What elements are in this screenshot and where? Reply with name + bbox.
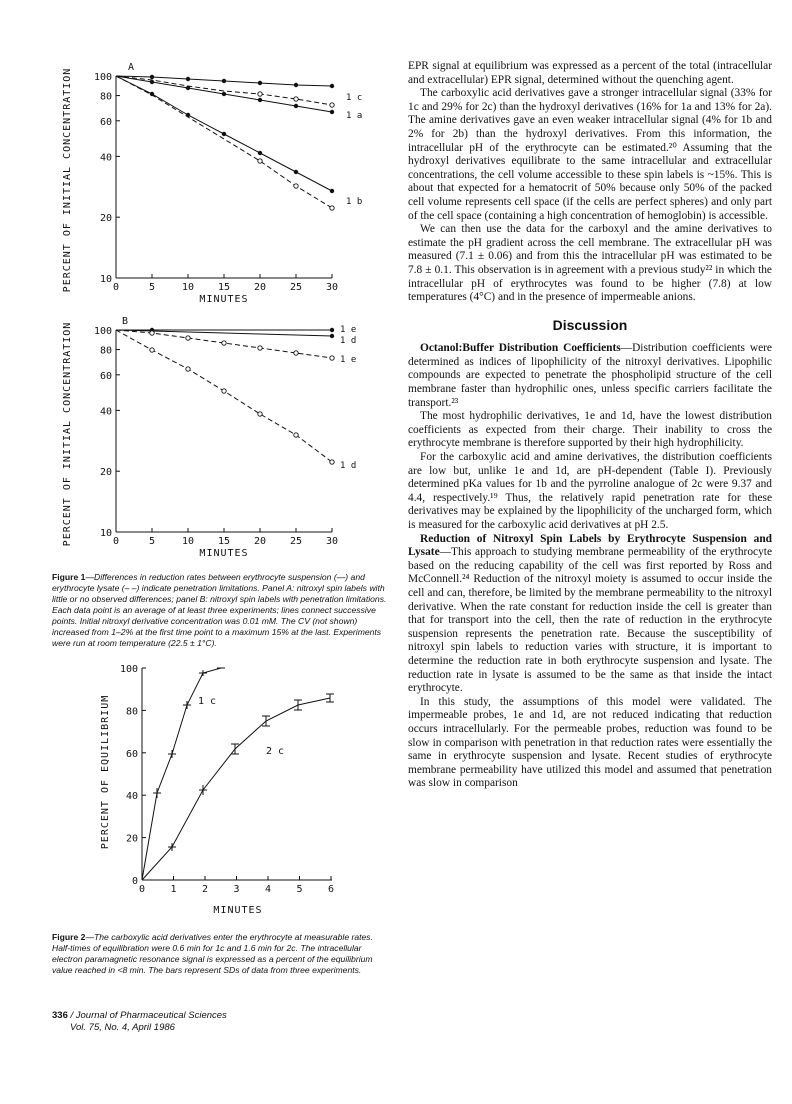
panel-b-xtick-label: 5 <box>148 536 156 547</box>
panel-a-xtick-label: 20 <box>253 282 267 293</box>
panel-b-xtick-label: 10 <box>181 536 195 547</box>
figure2-ytick-label: 100 <box>119 664 138 675</box>
paragraph-7 <box>408 533 772 696</box>
panel-a-ytick-label: 60 <box>99 116 112 128</box>
page-number: 336 <box>52 1010 68 1021</box>
paragraph-6: For the carboxylic acid and amine derivatives, the distribution coefficients are low but, unlike 1e and 1d, are pH-dependent (Table I). Previously determined pKa values for 1b and the pyrroline analogue of 2c were 9.37 and 4.4, respectively.¹⁹ Thus, the relatively rapid penetration rate for these derivatives may be explained by the lipophilicity of the uncharged form, which is measured for the carboxylic acid derivatives at pH 2.5. <box>408 451 772 531</box>
paragraph-1: EPR signal at equilibrium was expressed as a percent of the total (intracellular and extracellular) EPR signal, determined without the quenching agent. <box>408 60 772 86</box>
panel-b-ytick-label: 60 <box>99 370 112 382</box>
panel-a-xtick-label: 0 <box>112 282 120 293</box>
paragraph-4 <box>408 342 772 410</box>
figure1-caption-label: Figure 1 <box>52 572 86 582</box>
journal-name: / Journal of Pharmaceutical Sciences <box>67 1010 227 1021</box>
panel-a-xtick-label: 10 <box>181 282 195 293</box>
panel-b-label-1d-top: 1 d <box>340 336 357 346</box>
figure2-ytick-label: 20 <box>125 833 138 845</box>
figure2-ylabel: PERCENT OF EQUILIBRIUM <box>100 694 111 850</box>
panel-a-label-1b: 1 b <box>346 197 363 207</box>
figure2-chart <box>90 660 380 920</box>
figure2-xtick-label: 0 <box>138 884 146 895</box>
panel-b-curve-1d-lysate <box>116 330 332 462</box>
paragraph-4-body: —Distribution coefficients were determined as indices of lipophilicity of the nitroxyl derivatives. Lipophilic compounds are expected to penetrate the phospholipid structure of the cell membrane faster than hydrophilic ones, unless specific carriers facilitate the transport.²³ <box>408 342 772 409</box>
paragraph-2: The carboxylic acid derivatives gave a stronger intracellular signal (33% for 1c and 29% for 2c) than the hydroxyl derivatives (16% for 1a and 13% for 2a). The amine derivatives gave an even weaker intracellular signal (4% for 1b and 2% for 2b) than the hydroxyl derivatives. From this information, the intracellular pH of the erythrocyte can be estimated.²⁰ Assuming that the hydroxyl derivatives equilibrate to the same intracellular and extracellular concentrations, the cell volume accessible to these spin labels is ~15%. This is about that expected for a hematocrit of 50% because only 50% of the packed cell volume represents cell space (if the cells are perfect spheres) and only part of the cell space (containing a high concentration of hemoglobin) is accessible. <box>408 87 772 222</box>
run-in-heading-distribution: Octanol:Buffer Distribution Coefficients <box>420 342 621 355</box>
figure2-caption <box>52 932 387 976</box>
figure2-xtick-label: 3 <box>233 884 240 895</box>
panel-b-xlabel: MINUTES <box>199 548 249 559</box>
figure1-panel-a <box>50 58 390 308</box>
panel-b-xtick-label: 30 <box>325 536 339 547</box>
figure2-ytick-label: 40 <box>125 791 138 803</box>
figure2-xtick-label: 1 <box>170 884 177 895</box>
panel-a-label-1c: 1 c <box>346 93 363 103</box>
panel-a-ytick-label: 80 <box>99 91 112 103</box>
paragraph-7-body: —This approach to studying membrane permeability of the erythrocyte based on the reducing capability of the cell was first reported by Ross and McConnell.²⁴ Reduction of the nitroxyl moiety is assumed to occur inside the cell and can, therefore, be limited by the membrane permeability to the nitroxyl derivative. When the rate constant for reduction inside the cell is greater than that for transport into the cell, then the rate of reduction in the erythrocyte suspension represents the penetration rate. Because the susceptibility of nitroxyl spin labels to reduction varies with structure, it is important to determine the reduction rate in both erythrocyte suspension and lysate. The reduction rate in lysate is assumed to be the same as that inside the intact erythrocyte. <box>408 546 772 695</box>
discussion-heading: Discussion <box>552 316 628 333</box>
figure2-ytick-label: 60 <box>125 748 138 760</box>
figure2-xtick-label: 5 <box>296 884 303 895</box>
figure2-xtick-label: 4 <box>264 884 272 895</box>
panel-b-label-1e-top: 1 e <box>340 325 357 335</box>
figure2-label-2c: 2 c <box>266 746 285 757</box>
panel-b-ytick-label: 40 <box>99 406 112 418</box>
run-in-heading-reduction: Reduction of Nitroxyl Spin Labels by Erythrocyte Suspension and Lysate <box>408 532 772 559</box>
panel-a-xtick-label: 15 <box>217 282 231 293</box>
figure2-ytick-label: 80 <box>125 706 138 718</box>
panel-a-xtick-label: 5 <box>148 282 156 293</box>
panel-b-xtick-label: 0 <box>112 536 120 547</box>
figure1-panel-b <box>50 312 390 562</box>
figure2-xlabel: MINUTES <box>213 905 263 916</box>
panel-a-xtick-label: 25 <box>289 282 303 293</box>
panel-b-label-1d-lysate: 1 d <box>340 461 357 471</box>
paragraph-8: In this study, the assumptions of this model were validated. The impermeable probes, 1e and 1d, are not reduced indicating that reduction occurs intracellularly. For the permeable probes, reduction was found to be slow in comparison with penetration in that reduction rates were essentially the same in erythrocyte suspension and lysate. Recent studies of erythrocyte membrane permeability have utilized this model and assumed that penetration was slow in comparison <box>408 695 772 790</box>
panel-b-xtick-label: 25 <box>289 536 303 547</box>
panel-a-letter: A <box>128 62 135 73</box>
figure2-xtick-label: 6 <box>327 884 335 895</box>
panel-b-ytick-label: 80 <box>99 345 112 357</box>
figure1-caption-text: —Differences in reduction rates between erythrocyte suspension (—) and erythrocyte lysate (– –) indicate penetration limitations. Panel A: nitroxyl spin labels with little or no observed differences; panel B: nitroxyl spin labels with penetration limitations. Each data point is an average of at least three experiments; lines connect successive points. Initial nitroxyl derivative concentration was 0.01 mM. The CV (not shown) increased from 1–2% at the first time point to a maximum 15% at the last. Experiments were run at room temperature (22.5 ± 1°C). <box>52 572 387 648</box>
figure2-caption-text: —The carboxylic acid derivatives enter the erythrocyte at measurable rates. Half-times of equilibration were 0.6 min for 1c and 1.6 min for 2c. The intracellular electron paramagnetic resonance signal is expressed as a percent of the equilibrium value reached in <8 min. The bars represent SDs of data from three experiments. <box>52 932 373 975</box>
panel-a-xtick-label: 30 <box>325 282 339 293</box>
panel-b-letter: B <box>122 316 129 327</box>
panel-a-ytick-label: 20 <box>99 213 112 225</box>
panel-b-xtick-label: 15 <box>217 536 231 547</box>
page-footer <box>52 1010 227 1034</box>
panel-b-ytick-label: 100 <box>93 326 112 337</box>
panel-a-ytick-label: 100 <box>93 72 112 83</box>
journal-volume: Vol. 75, No. 4, April 1986 <box>70 1022 175 1033</box>
panel-b-ytick-label: 20 <box>99 467 112 479</box>
figure2-xtick-label: 2 <box>201 884 209 895</box>
figure1-caption <box>52 572 387 649</box>
panel-a-ylabel: PERCENT OF INITIAL CONCENTRATION <box>62 67 73 293</box>
panel-b-ytick-label: 10 <box>99 528 112 539</box>
panel-a-xlabel: MINUTES <box>199 294 249 305</box>
panel-a-ytick-label: 40 <box>99 152 112 164</box>
panel-a-label-1a: 1 a <box>346 111 363 121</box>
panel-b-label-1e-lysate: 1 e <box>340 355 357 365</box>
right-text-column <box>408 60 772 791</box>
panel-b-xtick-label: 20 <box>253 536 267 547</box>
panel-a-ytick-label: 10 <box>99 274 112 285</box>
panel-b-ylabel: PERCENT OF INITIAL CONCENTRATION <box>62 321 73 547</box>
paragraph-3: We can then use the data for the carboxyl and the amine derivatives to estimate the pH gradient across the cell membrane. The extracellular pH was measured (7.1 ± 0.06) and from this the intracellular pH was estimated to be 7.8 ± 0.1. This observation is in agreement with a previous study²² in which the intracellular pH of erythrocytes was found to be higher (7.8) at low temperatures (4°C) and in the presence of impermeable anions. <box>408 223 772 304</box>
figure2-caption-label: Figure 2 <box>52 932 86 942</box>
figure2-curve-2c <box>142 694 334 880</box>
paragraph-5: The most hydrophilic derivatives, 1e and 1d, have the lowest distribution coefficients as expected from their charge. Their inability to cross the erythrocyte membrane is therefore supported by their high hydrophilicity. <box>408 410 772 450</box>
figure2-ytick-label: 0 <box>131 876 138 887</box>
figure2-label-1c: 1 c <box>198 696 217 707</box>
